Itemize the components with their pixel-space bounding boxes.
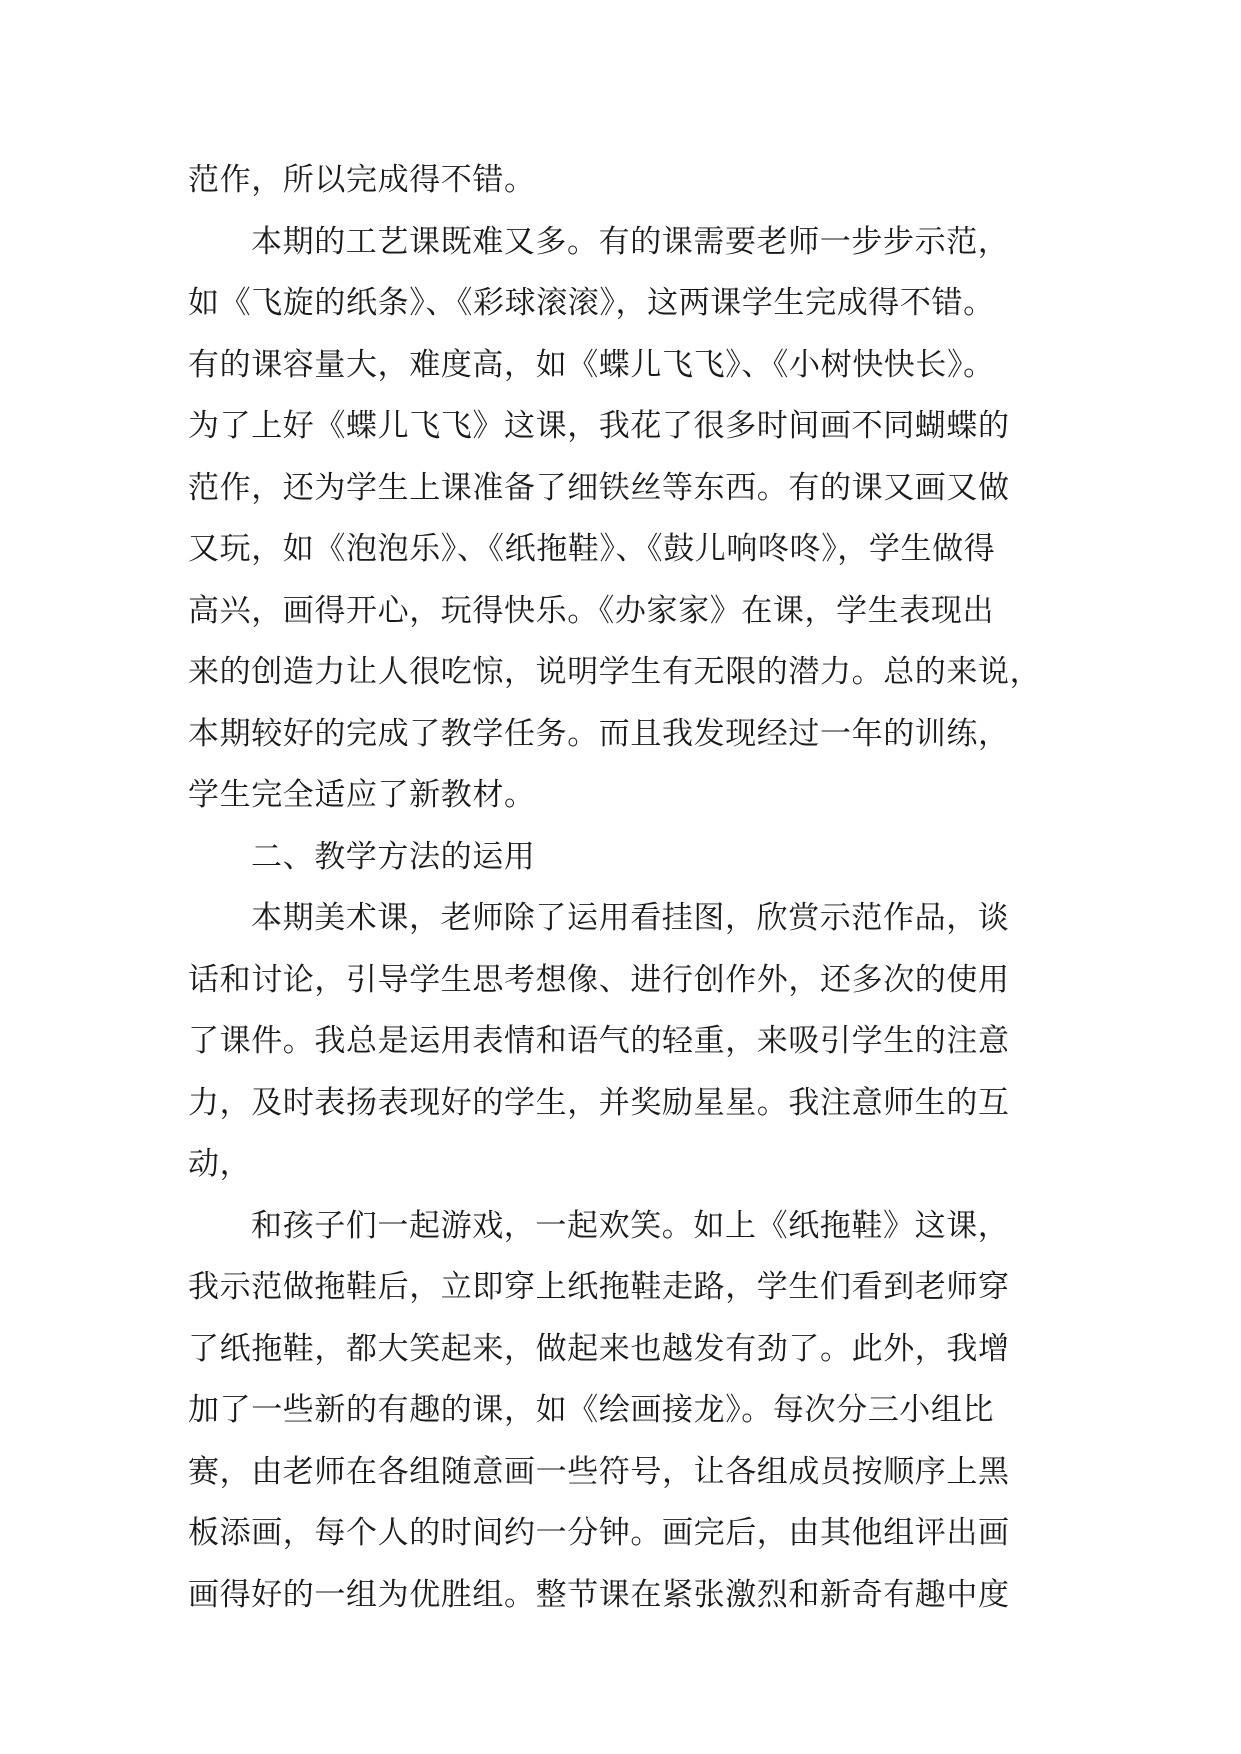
text-line: 了课件。我总是运用表情和语气的轻重，来吸引学生的注意 [188, 1023, 1010, 1059]
text-line: 为了上好《蝶儿飞飞》这课，我花了很多时间画不同蝴蝶的 [188, 408, 1010, 444]
paragraph-first-line: 和孩子们一起游戏，一起欢笑。如上《纸拖鞋》这课， [251, 1207, 1010, 1244]
text-line: 有的课容量大，难度高，如《蝶儿飞飞》、《小树快快长》。 [188, 346, 995, 383]
text-line: 了纸拖鞋，都大笑起来，做起来也越发有劲了。此外，我增 [188, 1330, 1010, 1367]
section-heading: 二、教学方法的运用 [251, 838, 536, 875]
text-line: 赛，由老师在各组随意画一些符号，让各组成员按顺序上黑 [188, 1453, 1010, 1490]
text-line: 加了一些新的有趣的课，如《绘画接龙》。每次分三小组比 [188, 1392, 995, 1428]
text-line: 画得好的一组为优胜组。整节课在紧张激烈和新奇有趣中度 [188, 1576, 1010, 1613]
text-line: 动， [188, 1146, 252, 1182]
text-line: 我示范做拖鞋后，立即穿上纸拖鞋走路，学生们看到老师穿 [188, 1269, 1010, 1305]
text-line: 范作，所以完成得不错。 [188, 162, 536, 198]
text-line: 本期较好的完成了教学任务。而且我发现经过一年的训练， [188, 715, 1010, 752]
text-line: 如《飞旋的纸条》、《彩球滚滚》，这两课学生完成得不错。 [188, 285, 995, 321]
document-body [188, 150, 1058, 1626]
paragraph-first-line: 本期美术课，老师除了运用看挂图，欣赏示范作品，谈 [251, 900, 1010, 936]
text-line: 高兴，画得开心，玩得快乐。《办家家》在课，学生表现出 [188, 592, 995, 629]
text-line: 学生完全适应了新教材。 [188, 777, 536, 813]
text-line: 又玩，如《泡泡乐》、《纸拖鞋》、《鼓儿响咚咚》，学生做得 [188, 531, 996, 567]
paragraph-first-line: 本期的工艺课既难又多。有的课需要老师一步步示范， [251, 223, 1010, 260]
text-line: 板添画，每个人的时间约一分钟。画完后，由其他组评出画 [188, 1515, 1010, 1551]
text-line: 话和讨论，引导学生思考想像、进行创作外，还多次的使用 [188, 961, 1010, 998]
text-line: 范作，还为学生上课准备了细铁丝等东西。有的课又画又做 [188, 469, 1010, 506]
text-line: 来的创造力让人很吃惊，说明学生有无限的潜力。总的来说， [188, 654, 1042, 690]
text-line: 力，及时表扬表现好的学生，并奖励星星。我注意师生的互 [188, 1084, 1010, 1121]
